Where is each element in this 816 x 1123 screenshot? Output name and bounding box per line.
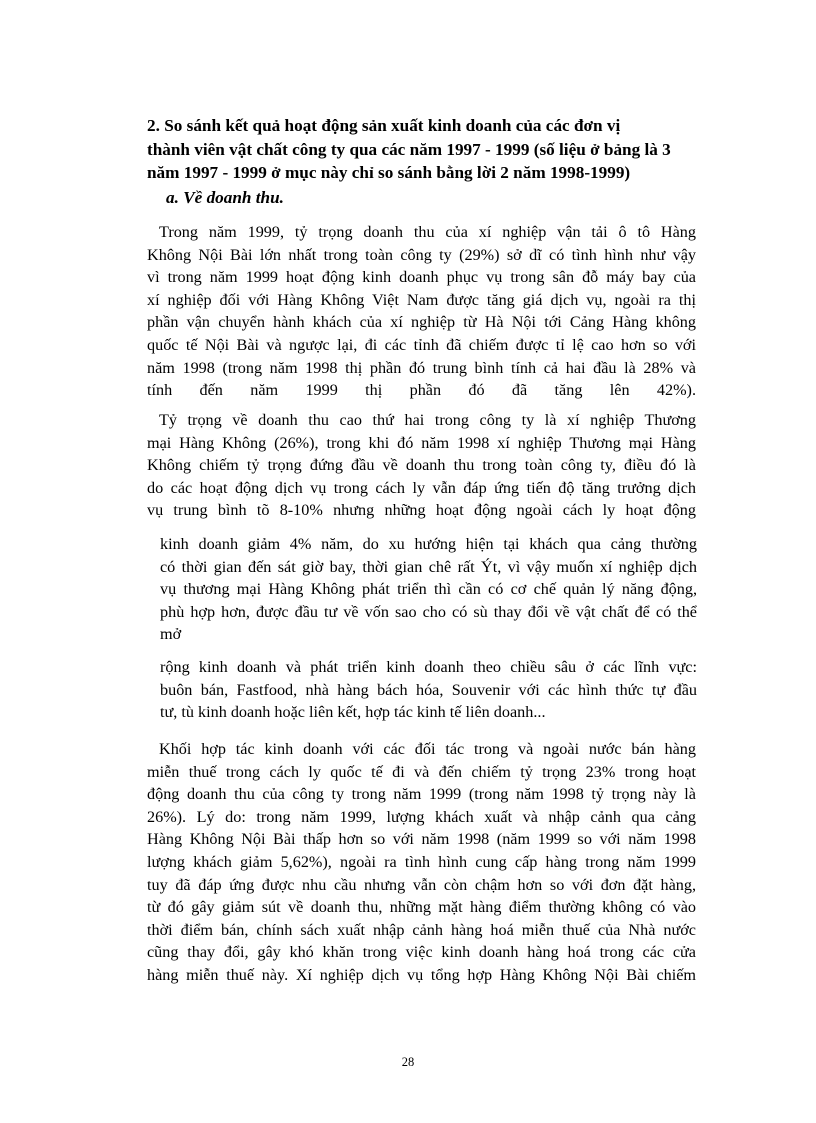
text-line: lượng khách giảm 5,62%), ngoài ra tình hình cung cấp hàng trong năm 1999 xyxy=(147,852,696,871)
text-line: Khối hợp tác kinh doanh với các đối tác trong và ngoài nước bán hàng xyxy=(159,740,696,758)
paragraph-1 xyxy=(147,221,696,402)
text-line: cũng thay đổi, gây khó khăn trong việc kinh doanh hàng hoá trong các cửa xyxy=(147,943,696,962)
text-line: năm 1998 (trong năm 1998 thị phần đó trung bình tính cả hai đầu là 28% và xyxy=(147,358,696,377)
text-line: 26%). Lý do: trong năm 1999, lượng khách xuất và nhập cảnh qua cảng xyxy=(147,807,696,826)
section-heading xyxy=(147,114,707,185)
paragraph-2 xyxy=(147,409,696,522)
text-line: Không chiếm tỷ trọng đứng đầu về doanh thu trong toàn công ty, điều đó là xyxy=(147,456,696,475)
heading-line: thành viên vật chất công ty qua các năm 1997 - 1999 (số liệu ở bảng là 3 xyxy=(147,139,671,159)
paragraph-5 xyxy=(147,738,696,987)
text-line: rộng kinh doanh và phát triển kinh doanh theo chiều sâu ở các lĩnh vực: xyxy=(160,658,697,676)
page-number: 28 xyxy=(401,1055,415,1069)
text-line: tư, tù kinh doanh hoặc liên kết, hợp tác kinh tế liên doanh... xyxy=(160,703,546,722)
text-line: Tỷ trọng về doanh thu cao thứ hai trong công ty là xí nghiệp Thương xyxy=(159,411,696,429)
text-line: vì trong năm 1999 hoạt động kinh doanh phục vụ trong sân đỗ máy bay của xyxy=(147,268,696,287)
text-line: Không Nội Bài lớn nhất trong toàn công ty (29%) sở dĩ có tình hình như vậy xyxy=(147,245,696,264)
text-line: mại Hàng Không (26%), trong khi đó năm 1998 xí nghiệp Thương mại Hàng xyxy=(147,433,696,452)
text-line: Trong năm 1999, tỷ trọng doanh thu của xí nghiệp vận tải ô tô Hàng xyxy=(159,223,696,241)
text-line: phần vận chuyển hành khách của xí nghiệp từ Hà Nội tới Cảng Hàng không xyxy=(147,313,696,332)
subsection-heading: a. Về doanh thu. xyxy=(166,188,284,207)
text-line: do các hoạt động dịch vụ trong cách ly vẫn đáp ứng tiến độ tăng trưởng dịch xyxy=(147,478,696,497)
text-line: từ đó gây giảm sút về doanh thu, những mặt hàng điểm thường không có vào xyxy=(147,898,696,917)
text-line: vụ thương mại Hàng Không phát triển thì cần có cơ chế quản lý năng động, xyxy=(160,580,697,599)
text-line: hàng miễn thuế này. Xí nghiệp dịch vụ tổng hợp Hàng Không Nội Bài chiếm xyxy=(147,965,696,984)
heading-line: năm 1997 - 1999 ở mục này chỉ so sánh bằng lời 2 năm 1998-1999) xyxy=(147,163,631,182)
text-line: miễn thuế trong cách ly quốc tế đi và đến chiếm tỷ trọng 23% trong hoạt xyxy=(147,762,696,781)
text-line: thời điểm bán, chính sách xuất nhập cảnh hàng hoá miễn thuế của Nhà nước xyxy=(147,920,696,939)
text-line: kinh doanh giảm 4% năm, do xu hướng hiện tại khách qua cảng thường xyxy=(160,535,697,553)
text-line: tính đến năm 1999 thị phần đó đã tăng lên 42%). xyxy=(147,381,696,400)
paragraph-4 xyxy=(160,656,697,724)
text-line: mở xyxy=(160,625,182,644)
text-line: xí nghiệp đối với Hàng Không Việt Nam được tăng giá dịch vụ, ngoài ra thị xyxy=(147,290,696,309)
text-line: Hàng Không Nội Bài thấp hơn so với năm 1998 (năm 1999 so với năm 1998 xyxy=(147,830,696,849)
text-line: buôn bán, Fastfood, nhà hàng bách hóa, Souvenir với các hình thức tự đầu xyxy=(160,680,697,699)
heading-line: 2. So sánh kết quả hoạt động sản xuất kinh doanh của các đơn vị xyxy=(147,116,621,135)
text-line: tuy đã đáp ứng được nhu cầu nhưng vẫn còn chậm hơn so với đơn đặt hàng, xyxy=(147,875,696,894)
text-line: động doanh thu của công ty trong năm 1999 (trong năm 1998 tỷ trọng này là xyxy=(147,785,696,804)
text-line: có thời gian đến sát giờ bay, thời gian chê rất Ýt, vì vậy muốn xí nghiệp dịch xyxy=(160,557,697,576)
text-line: quốc tế Nội Bài và ngược lại, đi các tỉnh đã chiếm được tỉ lệ cao hơn so với xyxy=(147,335,696,354)
text-line: vụ trung bình tõ 8-10% nhưng những hoạt động ngoài cách ly hoạt động xyxy=(147,501,696,520)
paragraph-3 xyxy=(160,533,697,646)
text-line: phù hợp hơn, được đầu tư về vốn sao cho có sù thay đổi về vật chất để có thể xyxy=(160,602,697,621)
